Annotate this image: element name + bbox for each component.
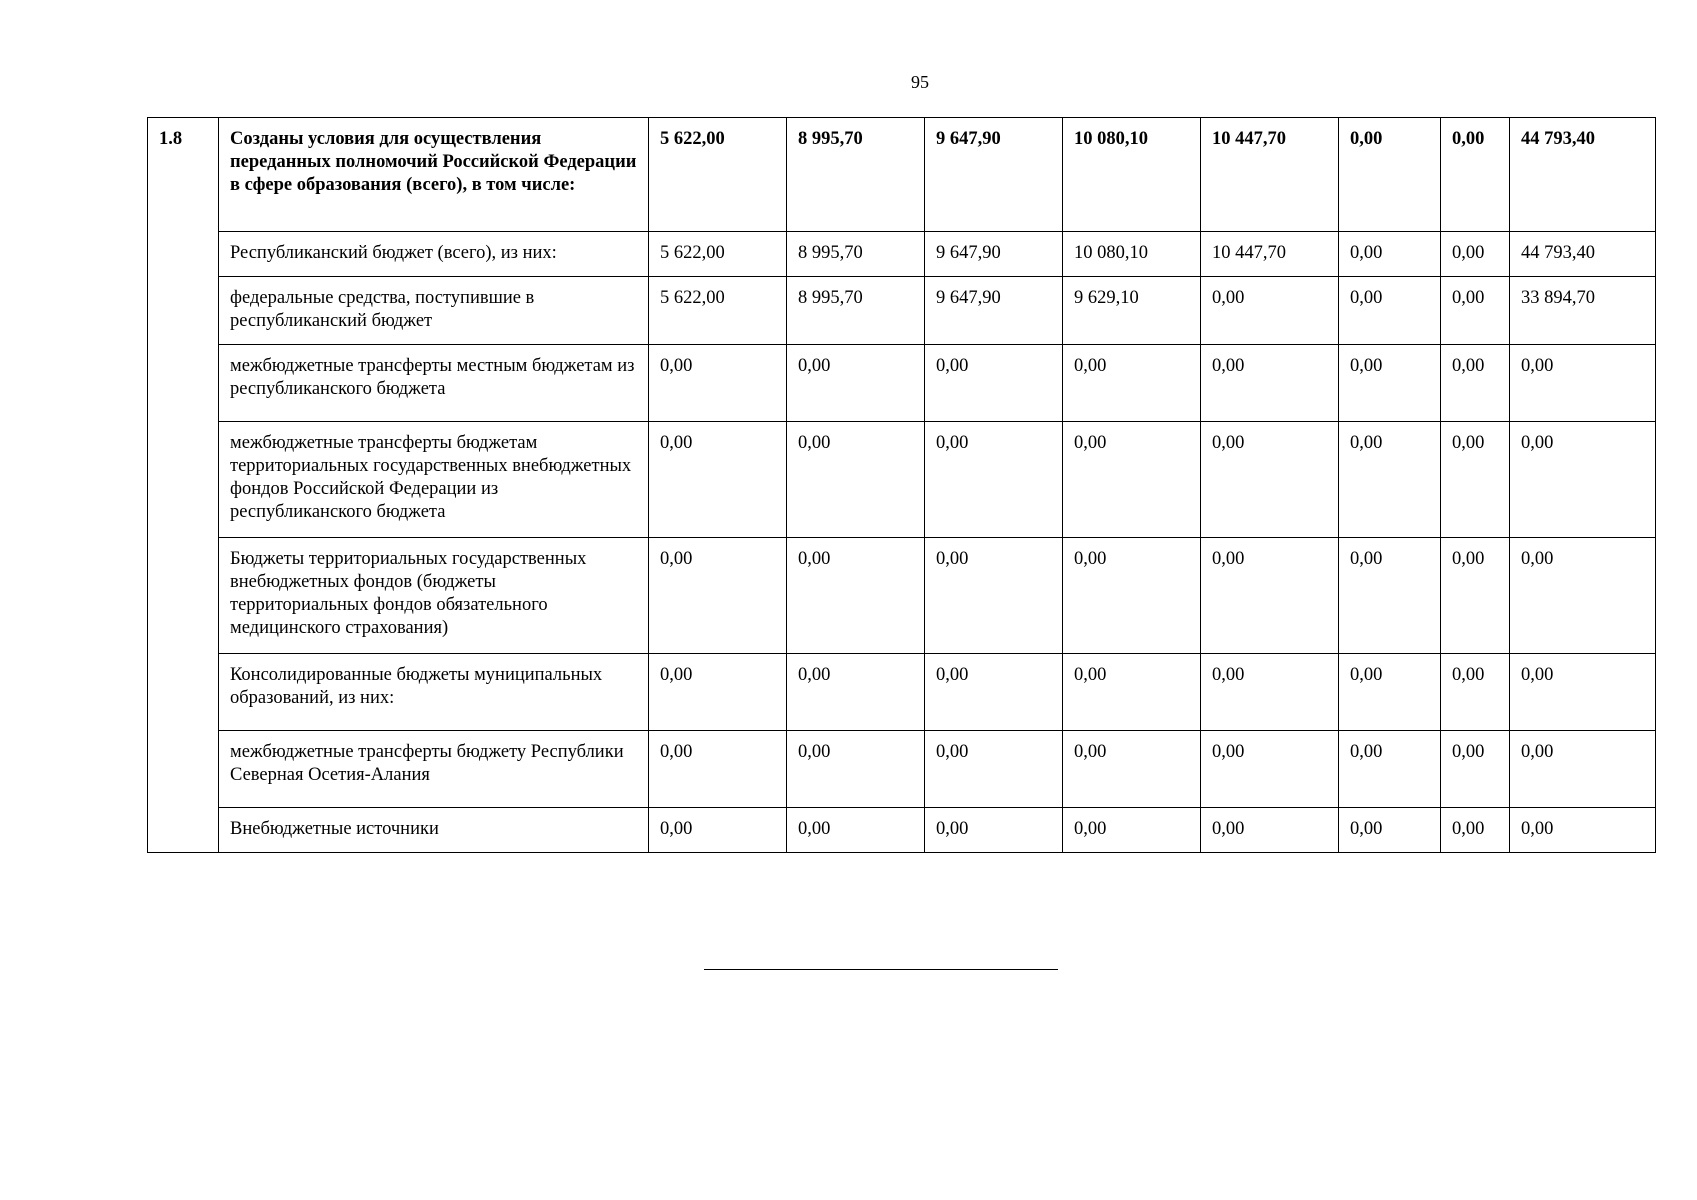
- value-cell: 0,00: [925, 538, 1063, 654]
- value-cell: 9 647,90: [925, 118, 1063, 232]
- value-cell: 0,00: [1063, 538, 1201, 654]
- value-cell: 10 080,10: [1063, 118, 1201, 232]
- value-cell: 10 447,70: [1201, 232, 1339, 277]
- value-cell: 0,00: [649, 808, 787, 853]
- value-cell: 0,00: [1441, 808, 1510, 853]
- value-cell: 5 622,00: [649, 232, 787, 277]
- footer-rule: [704, 969, 1058, 970]
- value-cell: 0,00: [787, 654, 925, 731]
- value-cell: 9 647,90: [925, 232, 1063, 277]
- value-cell: 0,00: [649, 731, 787, 808]
- row-label: межбюджетные трансферты бюджету Республики Северная Осетия-Алания: [219, 731, 649, 808]
- value-cell: 0,00: [787, 538, 925, 654]
- value-cell: 0,00: [1063, 731, 1201, 808]
- value-cell: 0,00: [1339, 118, 1441, 232]
- row-label: Консолидированные бюджеты муниципальных образований, из них:: [219, 654, 649, 731]
- value-cell: 0,00: [787, 808, 925, 853]
- table-row: [148, 277, 1656, 345]
- value-cell: 0,00: [1339, 232, 1441, 277]
- value-cell: 0,00: [1510, 808, 1656, 853]
- value-cell: 0,00: [925, 345, 1063, 422]
- value-cell: 0,00: [1510, 345, 1656, 422]
- value-cell: 0,00: [1441, 731, 1510, 808]
- value-cell: 0,00: [1063, 345, 1201, 422]
- value-cell: 0,00: [1510, 654, 1656, 731]
- value-cell: 0,00: [787, 731, 925, 808]
- value-cell: 0,00: [1441, 538, 1510, 654]
- value-cell: 9 647,90: [925, 277, 1063, 345]
- value-cell: 0,00: [925, 654, 1063, 731]
- value-cell: 0,00: [1201, 538, 1339, 654]
- section-number: 1.8: [148, 118, 219, 853]
- value-cell: 0,00: [1339, 808, 1441, 853]
- value-cell: 10 447,70: [1201, 118, 1339, 232]
- value-cell: 0,00: [787, 422, 925, 538]
- row-label: Республиканский бюджет (всего), из них:: [219, 232, 649, 277]
- value-cell: 8 995,70: [787, 118, 925, 232]
- value-cell: 0,00: [1510, 731, 1656, 808]
- value-cell: 0,00: [1063, 808, 1201, 853]
- value-cell: 0,00: [1441, 654, 1510, 731]
- value-cell: 0,00: [1441, 118, 1510, 232]
- value-cell: 0,00: [649, 538, 787, 654]
- page-number: 95: [911, 72, 929, 92]
- value-cell: 5 622,00: [649, 118, 787, 232]
- value-cell: 33 894,70: [1510, 277, 1656, 345]
- row-label: Созданы условия для осуществления переданных полномочий Российской Федерации в сфере образования (всего), в том числе:: [219, 118, 649, 232]
- value-cell: 10 080,10: [1063, 232, 1201, 277]
- value-cell: 44 793,40: [1510, 118, 1656, 232]
- row-label: межбюджетные трансферты бюджетам территориальных государственных внебюджетных фондов Российской Федерации из республиканского бюджета: [219, 422, 649, 538]
- value-cell: 0,00: [1063, 422, 1201, 538]
- table-row: [148, 654, 1656, 731]
- value-cell: 0,00: [1201, 731, 1339, 808]
- value-cell: 0,00: [925, 808, 1063, 853]
- value-cell: 0,00: [1441, 422, 1510, 538]
- value-cell: 0,00: [925, 731, 1063, 808]
- value-cell: 0,00: [787, 345, 925, 422]
- value-cell: 0,00: [1201, 808, 1339, 853]
- value-cell: 8 995,70: [787, 232, 925, 277]
- value-cell: 9 629,10: [1063, 277, 1201, 345]
- value-cell: 0,00: [1201, 422, 1339, 538]
- value-cell: 0,00: [1441, 345, 1510, 422]
- table-row: [148, 345, 1656, 422]
- table-row: [148, 808, 1656, 853]
- value-cell: 0,00: [1339, 731, 1441, 808]
- value-cell: 0,00: [925, 422, 1063, 538]
- row-label: Внебюджетные источники: [219, 808, 649, 853]
- value-cell: 0,00: [1510, 538, 1656, 654]
- value-cell: 0,00: [1441, 232, 1510, 277]
- value-cell: 5 622,00: [649, 277, 787, 345]
- value-cell: 0,00: [649, 654, 787, 731]
- value-cell: 0,00: [1063, 654, 1201, 731]
- value-cell: 44 793,40: [1510, 232, 1656, 277]
- table-row: [148, 538, 1656, 654]
- value-cell: 8 995,70: [787, 277, 925, 345]
- value-cell: 0,00: [1201, 345, 1339, 422]
- value-cell: 0,00: [1510, 422, 1656, 538]
- value-cell: 0,00: [1339, 654, 1441, 731]
- row-label: федеральные средства, поступившие в республиканский бюджет: [219, 277, 649, 345]
- value-cell: 0,00: [1339, 422, 1441, 538]
- value-cell: 0,00: [649, 422, 787, 538]
- value-cell: 0,00: [649, 345, 787, 422]
- table-row: [148, 731, 1656, 808]
- value-cell: 0,00: [1339, 538, 1441, 654]
- table-row: [148, 118, 1656, 232]
- value-cell: 0,00: [1339, 277, 1441, 345]
- value-cell: 0,00: [1339, 345, 1441, 422]
- value-cell: 0,00: [1441, 277, 1510, 345]
- value-cell: 0,00: [1201, 277, 1339, 345]
- value-cell: 0,00: [1201, 654, 1339, 731]
- row-label: межбюджетные трансферты местным бюджетам из республиканского бюджета: [219, 345, 649, 422]
- table-row: [148, 232, 1656, 277]
- budget-table: [147, 117, 1656, 853]
- row-label: Бюджеты территориальных государственных внебюджетных фондов (бюджеты территориальных фондов обязательного медицинского страхования): [219, 538, 649, 654]
- table-row: [148, 422, 1656, 538]
